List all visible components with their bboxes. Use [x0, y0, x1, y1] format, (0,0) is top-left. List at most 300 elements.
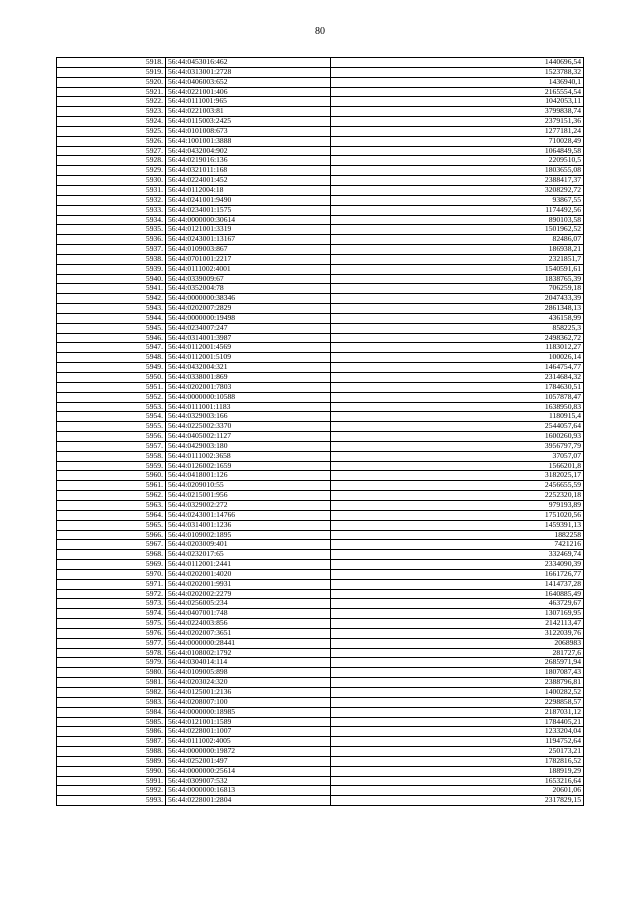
cadastral-number-cell: 56:44:0203009:401 — [166, 540, 331, 550]
table-row — [57, 313, 584, 323]
value-cell: 1174492,56 — [331, 205, 584, 215]
table-row — [57, 392, 584, 402]
cadastral-number-cell: 56:44:1001001:3888 — [166, 136, 331, 146]
row-number-cell: 5925. — [57, 126, 166, 136]
cadastral-number-cell: 56:44:0111001:965 — [166, 97, 331, 107]
table-row — [57, 688, 584, 698]
table-row — [57, 796, 584, 806]
row-number-cell: 5955. — [57, 422, 166, 432]
value-cell: 20601,06 — [331, 786, 584, 796]
table-row — [57, 579, 584, 589]
page-number: 80 — [315, 26, 325, 37]
table-row — [57, 697, 584, 707]
row-number-cell: 5959. — [57, 461, 166, 471]
value-cell: 3182025,17 — [331, 471, 584, 481]
table-row — [57, 432, 584, 442]
value-cell: 1180915,4 — [331, 412, 584, 422]
value-cell: 1807087,43 — [331, 668, 584, 678]
value-cell: 1661726,77 — [331, 569, 584, 579]
table-row — [57, 195, 584, 205]
table-row — [57, 560, 584, 570]
cadastral-number-cell: 56:44:0112004:18 — [166, 185, 331, 195]
value-cell: 1566201,8 — [331, 461, 584, 471]
cadastral-number-cell: 56:44:0243001:14766 — [166, 510, 331, 520]
cadastral-number-cell: 56:44:0418001:126 — [166, 471, 331, 481]
value-cell: 1233204,04 — [331, 727, 584, 737]
value-cell: 1638950,83 — [331, 402, 584, 412]
cadastral-number-cell: 56:44:0000000:19498 — [166, 313, 331, 323]
value-cell: 1042053,11 — [331, 97, 584, 107]
cadastral-number-cell: 56:44:0126002:1659 — [166, 461, 331, 471]
table-row — [57, 766, 584, 776]
cadastral-number-cell: 56:44:0209010:55 — [166, 481, 331, 491]
row-number-cell: 5950. — [57, 373, 166, 383]
table-row — [57, 254, 584, 264]
table-row — [57, 136, 584, 146]
value-cell: 1436940,1 — [331, 77, 584, 87]
value-cell: 1653216,64 — [331, 776, 584, 786]
row-number-cell: 5983. — [57, 697, 166, 707]
cadastral-number-cell: 56:44:0432004:321 — [166, 363, 331, 373]
row-number-cell: 5984. — [57, 707, 166, 717]
table-row — [57, 678, 584, 688]
value-cell: 281727,6 — [331, 648, 584, 658]
value-cell: 1751020,56 — [331, 510, 584, 520]
table-row — [57, 126, 584, 136]
table-row — [57, 500, 584, 510]
row-number-cell: 5960. — [57, 471, 166, 481]
cadastral-number-cell: 56:44:0313001:2728 — [166, 67, 331, 77]
value-cell: 3208292,72 — [331, 185, 584, 195]
value-cell: 1803655,08 — [331, 166, 584, 176]
value-cell: 1307169,95 — [331, 609, 584, 619]
cadastral-number-cell: 56:44:0453016:462 — [166, 58, 331, 68]
cadastral-number-cell: 56:44:0405002:1127 — [166, 432, 331, 442]
row-number-cell: 5949. — [57, 363, 166, 373]
cadastral-number-cell: 56:44:0329002:272 — [166, 500, 331, 510]
table-row — [57, 235, 584, 245]
row-number-cell: 5967. — [57, 540, 166, 550]
cadastral-number-cell: 56:44:0202001:4020 — [166, 569, 331, 579]
value-cell: 1838765,39 — [331, 274, 584, 284]
value-cell: 186938,21 — [331, 245, 584, 255]
value-cell: 332469,74 — [331, 550, 584, 560]
value-cell: 2379151,36 — [331, 117, 584, 127]
value-cell: 1194752,64 — [331, 737, 584, 747]
cadastral-number-cell: 56:44:0243001:13167 — [166, 235, 331, 245]
table-row — [57, 441, 584, 451]
cadastral-number-cell: 56:44:0000000:16813 — [166, 786, 331, 796]
value-cell: 1501962,52 — [331, 225, 584, 235]
row-number-cell: 5989. — [57, 756, 166, 766]
cadastral-number-cell: 56:44:0352004:78 — [166, 284, 331, 294]
cadastral-number-cell: 56:44:0304014:114 — [166, 658, 331, 668]
value-cell: 1640885,49 — [331, 589, 584, 599]
row-number-cell: 5924. — [57, 117, 166, 127]
cadastral-number-cell: 56:44:0208007:100 — [166, 697, 331, 707]
value-cell: 250173,21 — [331, 747, 584, 757]
table-row — [57, 77, 584, 87]
cadastral-number-cell: 56:44:0202002:2279 — [166, 589, 331, 599]
row-number-cell: 5934. — [57, 215, 166, 225]
row-number-cell: 5930. — [57, 176, 166, 186]
table-row — [57, 619, 584, 629]
row-number-cell: 5953. — [57, 402, 166, 412]
row-number-cell: 5941. — [57, 284, 166, 294]
row-number-cell: 5929. — [57, 166, 166, 176]
cadastral-number-cell: 56:44:0339009:67 — [166, 274, 331, 284]
value-cell: 188919,29 — [331, 766, 584, 776]
value-cell: 2047433,39 — [331, 294, 584, 304]
table-row — [57, 363, 584, 373]
table-row — [57, 215, 584, 225]
row-number-cell: 5990. — [57, 766, 166, 776]
row-number-cell: 5954. — [57, 412, 166, 422]
value-cell: 2142113,47 — [331, 619, 584, 629]
row-number-cell: 5921. — [57, 87, 166, 97]
value-cell: 890103,58 — [331, 215, 584, 225]
cadastral-number-cell: 56:44:0234001:1575 — [166, 205, 331, 215]
row-number-cell: 5926. — [57, 136, 166, 146]
table-row — [57, 205, 584, 215]
table-row — [57, 87, 584, 97]
cadastral-number-cell: 56:44:0109002:1895 — [166, 530, 331, 540]
cadastral-number-cell: 56:44:0109005:898 — [166, 668, 331, 678]
cadastral-number-cell: 56:44:0000000:38346 — [166, 294, 331, 304]
table-row — [57, 540, 584, 550]
row-number-cell: 5963. — [57, 500, 166, 510]
table-row — [57, 668, 584, 678]
cadastral-number-cell: 56:44:0121001:3319 — [166, 225, 331, 235]
cadastral-number-cell: 56:44:0701001:2217 — [166, 254, 331, 264]
table-row — [57, 67, 584, 77]
cadastral-number-cell: 56:44:0234007:247 — [166, 323, 331, 333]
cadastral-number-cell: 56:44:0309007:532 — [166, 776, 331, 786]
value-cell: 1784405,21 — [331, 717, 584, 727]
value-cell: 37057,07 — [331, 451, 584, 461]
row-number-cell: 5966. — [57, 530, 166, 540]
value-cell: 2314684,32 — [331, 373, 584, 383]
row-number-cell: 5933. — [57, 205, 166, 215]
row-number-cell: 5965. — [57, 520, 166, 530]
value-cell: 463729,67 — [331, 599, 584, 609]
cadastral-number-cell: 56:44:0111001:1183 — [166, 402, 331, 412]
value-cell: 2685971,94 — [331, 658, 584, 668]
cadastral-number-cell: 56:44:0406003:652 — [166, 77, 331, 87]
row-number-cell: 5969. — [57, 560, 166, 570]
cadastral-number-cell: 56:44:0111002:3658 — [166, 451, 331, 461]
cadastral-number-cell: 56:44:0228001:1007 — [166, 727, 331, 737]
row-number-cell: 5948. — [57, 353, 166, 363]
value-cell: 1277181,24 — [331, 126, 584, 136]
row-number-cell: 5981. — [57, 678, 166, 688]
table-row — [57, 638, 584, 648]
row-number-cell: 5970. — [57, 569, 166, 579]
table-row — [57, 471, 584, 481]
value-cell: 2861348,13 — [331, 304, 584, 314]
table-row — [57, 756, 584, 766]
row-number-cell: 5920. — [57, 77, 166, 87]
table-row — [57, 156, 584, 166]
table-row — [57, 402, 584, 412]
cadastral-number-cell: 56:44:0224003:856 — [166, 619, 331, 629]
table-row — [57, 373, 584, 383]
cadastral-number-cell: 56:44:0338001:869 — [166, 373, 331, 383]
table-row — [57, 747, 584, 757]
row-number-cell: 5952. — [57, 392, 166, 402]
registry-table-body — [57, 58, 584, 806]
table-row — [57, 274, 584, 284]
value-cell: 2187031,12 — [331, 707, 584, 717]
row-number-cell: 5937. — [57, 245, 166, 255]
value-cell: 1464754,77 — [331, 363, 584, 373]
value-cell: 1414737,28 — [331, 579, 584, 589]
value-cell: 2334090,39 — [331, 560, 584, 570]
value-cell: 2456655,59 — [331, 481, 584, 491]
row-number-cell: 5991. — [57, 776, 166, 786]
table-row — [57, 304, 584, 314]
value-cell: 3122039,76 — [331, 628, 584, 638]
row-number-cell: 5942. — [57, 294, 166, 304]
row-number-cell: 5964. — [57, 510, 166, 520]
row-number-cell: 5932. — [57, 195, 166, 205]
table-row — [57, 481, 584, 491]
table-row — [57, 510, 584, 520]
value-cell: 93867,55 — [331, 195, 584, 205]
value-cell: 1523788,32 — [331, 67, 584, 77]
table-row — [57, 520, 584, 530]
value-cell: 979193,89 — [331, 500, 584, 510]
table-row — [57, 589, 584, 599]
row-number-cell: 5919. — [57, 67, 166, 77]
cadastral-number-cell: 56:44:0432004:902 — [166, 146, 331, 156]
value-cell: 1882258 — [331, 530, 584, 540]
table-row — [57, 264, 584, 274]
value-cell: 858225,3 — [331, 323, 584, 333]
value-cell: 3956797,79 — [331, 441, 584, 451]
table-row — [57, 461, 584, 471]
value-cell: 100026,14 — [331, 353, 584, 363]
value-cell: 1440696,54 — [331, 58, 584, 68]
row-number-cell: 5944. — [57, 313, 166, 323]
row-number-cell: 5958. — [57, 451, 166, 461]
cadastral-number-cell: 56:44:0224001:452 — [166, 176, 331, 186]
row-number-cell: 5972. — [57, 589, 166, 599]
table-row — [57, 727, 584, 737]
row-number-cell: 5957. — [57, 441, 166, 451]
row-number-cell: 5973. — [57, 599, 166, 609]
table-row — [57, 117, 584, 127]
cadastral-number-cell: 56:44:0203024:320 — [166, 678, 331, 688]
row-number-cell: 5928. — [57, 156, 166, 166]
table-row — [57, 176, 584, 186]
cadastral-number-cell: 56:44:0000000:18985 — [166, 707, 331, 717]
table-row — [57, 628, 584, 638]
cadastral-number-cell: 56:44:0115003:2425 — [166, 117, 331, 127]
table-row — [57, 422, 584, 432]
row-number-cell: 5988. — [57, 747, 166, 757]
row-number-cell: 5992. — [57, 786, 166, 796]
cadastral-number-cell: 56:44:0407001:748 — [166, 609, 331, 619]
table-row — [57, 786, 584, 796]
cadastral-number-cell: 56:44:0121001:1589 — [166, 717, 331, 727]
cadastral-number-cell: 56:44:0314001:1236 — [166, 520, 331, 530]
row-number-cell: 5918. — [57, 58, 166, 68]
row-number-cell: 5947. — [57, 343, 166, 353]
value-cell: 2068983 — [331, 638, 584, 648]
table-row — [57, 599, 584, 609]
value-cell: 1057878,47 — [331, 392, 584, 402]
cadastral-number-cell: 56:44:0241001:9490 — [166, 195, 331, 205]
cadastral-number-cell: 56:44:0108002:1792 — [166, 648, 331, 658]
cadastral-number-cell: 56:44:0221001:406 — [166, 87, 331, 97]
cadastral-number-cell: 56:44:0000000:25614 — [166, 766, 331, 776]
cadastral-number-cell: 56:44:0112001:2441 — [166, 560, 331, 570]
table-row — [57, 717, 584, 727]
row-number-cell: 5922. — [57, 97, 166, 107]
row-number-cell: 5987. — [57, 737, 166, 747]
value-cell: 2317829,15 — [331, 796, 584, 806]
table-row — [57, 412, 584, 422]
cadastral-number-cell: 56:44:0252001:497 — [166, 756, 331, 766]
table-row — [57, 343, 584, 353]
cadastral-number-cell: 56:44:0101008:673 — [166, 126, 331, 136]
row-number-cell: 5975. — [57, 619, 166, 629]
cadastral-number-cell: 56:44:0321011:168 — [166, 166, 331, 176]
row-number-cell: 5961. — [57, 481, 166, 491]
row-number-cell: 5985. — [57, 717, 166, 727]
cadastral-number-cell: 56:44:0232017:65 — [166, 550, 331, 560]
row-number-cell: 5923. — [57, 107, 166, 117]
cadastral-number-cell: 56:44:0225002:3370 — [166, 422, 331, 432]
table-row — [57, 185, 584, 195]
table-row — [57, 353, 584, 363]
row-number-cell: 5940. — [57, 274, 166, 284]
cadastral-number-cell: 56:44:0112001:5109 — [166, 353, 331, 363]
value-cell: 2165554,54 — [331, 87, 584, 97]
value-cell: 2388796,81 — [331, 678, 584, 688]
row-number-cell: 5935. — [57, 225, 166, 235]
table-row — [57, 382, 584, 392]
cadastral-number-cell: 56:44:0314001:3987 — [166, 333, 331, 343]
row-number-cell: 5974. — [57, 609, 166, 619]
value-cell: 2498362,72 — [331, 333, 584, 343]
cadastral-number-cell: 56:44:0202001:9931 — [166, 579, 331, 589]
cadastral-number-cell: 56:44:0202001:7803 — [166, 382, 331, 392]
value-cell: 3799838,74 — [331, 107, 584, 117]
cadastral-number-cell: 56:44:0202007:2829 — [166, 304, 331, 314]
row-number-cell: 5968. — [57, 550, 166, 560]
value-cell: 82486,07 — [331, 235, 584, 245]
table-row — [57, 530, 584, 540]
table-row — [57, 58, 584, 68]
value-cell: 710028,49 — [331, 136, 584, 146]
value-cell: 706259,18 — [331, 284, 584, 294]
value-cell: 1459391,13 — [331, 520, 584, 530]
cadastral-number-cell: 56:44:0125001:2136 — [166, 688, 331, 698]
cadastral-number-cell: 56:44:0228001:2804 — [166, 796, 331, 806]
table-row — [57, 294, 584, 304]
table-row — [57, 609, 584, 619]
table-row — [57, 107, 584, 117]
row-number-cell: 5945. — [57, 323, 166, 333]
table-row — [57, 776, 584, 786]
value-cell: 7421216 — [331, 540, 584, 550]
row-number-cell: 5978. — [57, 648, 166, 658]
cadastral-number-cell: 56:44:0202007:3651 — [166, 628, 331, 638]
cadastral-number-cell: 56:44:0111002:4001 — [166, 264, 331, 274]
row-number-cell: 5980. — [57, 668, 166, 678]
table-row — [57, 166, 584, 176]
cadastral-number-cell: 56:44:0219016:136 — [166, 156, 331, 166]
value-cell: 1784630,51 — [331, 382, 584, 392]
value-cell: 1183012,27 — [331, 343, 584, 353]
table-row — [57, 245, 584, 255]
cadastral-number-cell: 56:44:0221003:81 — [166, 107, 331, 117]
cadastral-number-cell: 56:44:0112001:4569 — [166, 343, 331, 353]
table-row — [57, 491, 584, 501]
table-row — [57, 737, 584, 747]
table-row — [57, 658, 584, 668]
value-cell: 1400282,52 — [331, 688, 584, 698]
value-cell: 1540591,61 — [331, 264, 584, 274]
row-number-cell: 5982. — [57, 688, 166, 698]
table-row — [57, 550, 584, 560]
row-number-cell: 5979. — [57, 658, 166, 668]
row-number-cell: 5939. — [57, 264, 166, 274]
value-cell: 2544057,64 — [331, 422, 584, 432]
cadastral-number-cell: 56:44:0111002:4005 — [166, 737, 331, 747]
table-row — [57, 707, 584, 717]
row-number-cell: 5938. — [57, 254, 166, 264]
table-row — [57, 333, 584, 343]
row-number-cell: 5956. — [57, 432, 166, 442]
table-row — [57, 451, 584, 461]
row-number-cell: 5993. — [57, 796, 166, 806]
row-number-cell: 5971. — [57, 579, 166, 589]
row-number-cell: 5962. — [57, 491, 166, 501]
table-row — [57, 225, 584, 235]
value-cell: 1600260,93 — [331, 432, 584, 442]
value-cell: 1064849,58 — [331, 146, 584, 156]
row-number-cell: 5936. — [57, 235, 166, 245]
row-number-cell: 5951. — [57, 382, 166, 392]
cadastral-number-cell: 56:44:0329003:166 — [166, 412, 331, 422]
row-number-cell: 5977. — [57, 638, 166, 648]
cadastral-number-cell: 56:44:0109003:867 — [166, 245, 331, 255]
cadastral-number-cell: 56:44:0000000:19872 — [166, 747, 331, 757]
table-row — [57, 569, 584, 579]
value-cell: 2209510,5 — [331, 156, 584, 166]
row-number-cell: 5946. — [57, 333, 166, 343]
cadastral-number-cell: 56:44:0215001:956 — [166, 491, 331, 501]
table-row — [57, 146, 584, 156]
value-cell: 2321851,7 — [331, 254, 584, 264]
table-row — [57, 648, 584, 658]
cadastral-number-cell: 56:44:0256005:234 — [166, 599, 331, 609]
cadastral-number-cell: 56:44:0000000:10588 — [166, 392, 331, 402]
table-row — [57, 97, 584, 107]
cadastral-number-cell: 56:44:0000000:28441 — [166, 638, 331, 648]
value-cell: 1782816,52 — [331, 756, 584, 766]
value-cell: 2388417,37 — [331, 176, 584, 186]
value-cell: 436158,99 — [331, 313, 584, 323]
cadastral-number-cell: 56:44:0429003:180 — [166, 441, 331, 451]
table-row — [57, 284, 584, 294]
value-cell: 2298858,57 — [331, 697, 584, 707]
table-row — [57, 323, 584, 333]
value-cell: 2252320,18 — [331, 491, 584, 501]
